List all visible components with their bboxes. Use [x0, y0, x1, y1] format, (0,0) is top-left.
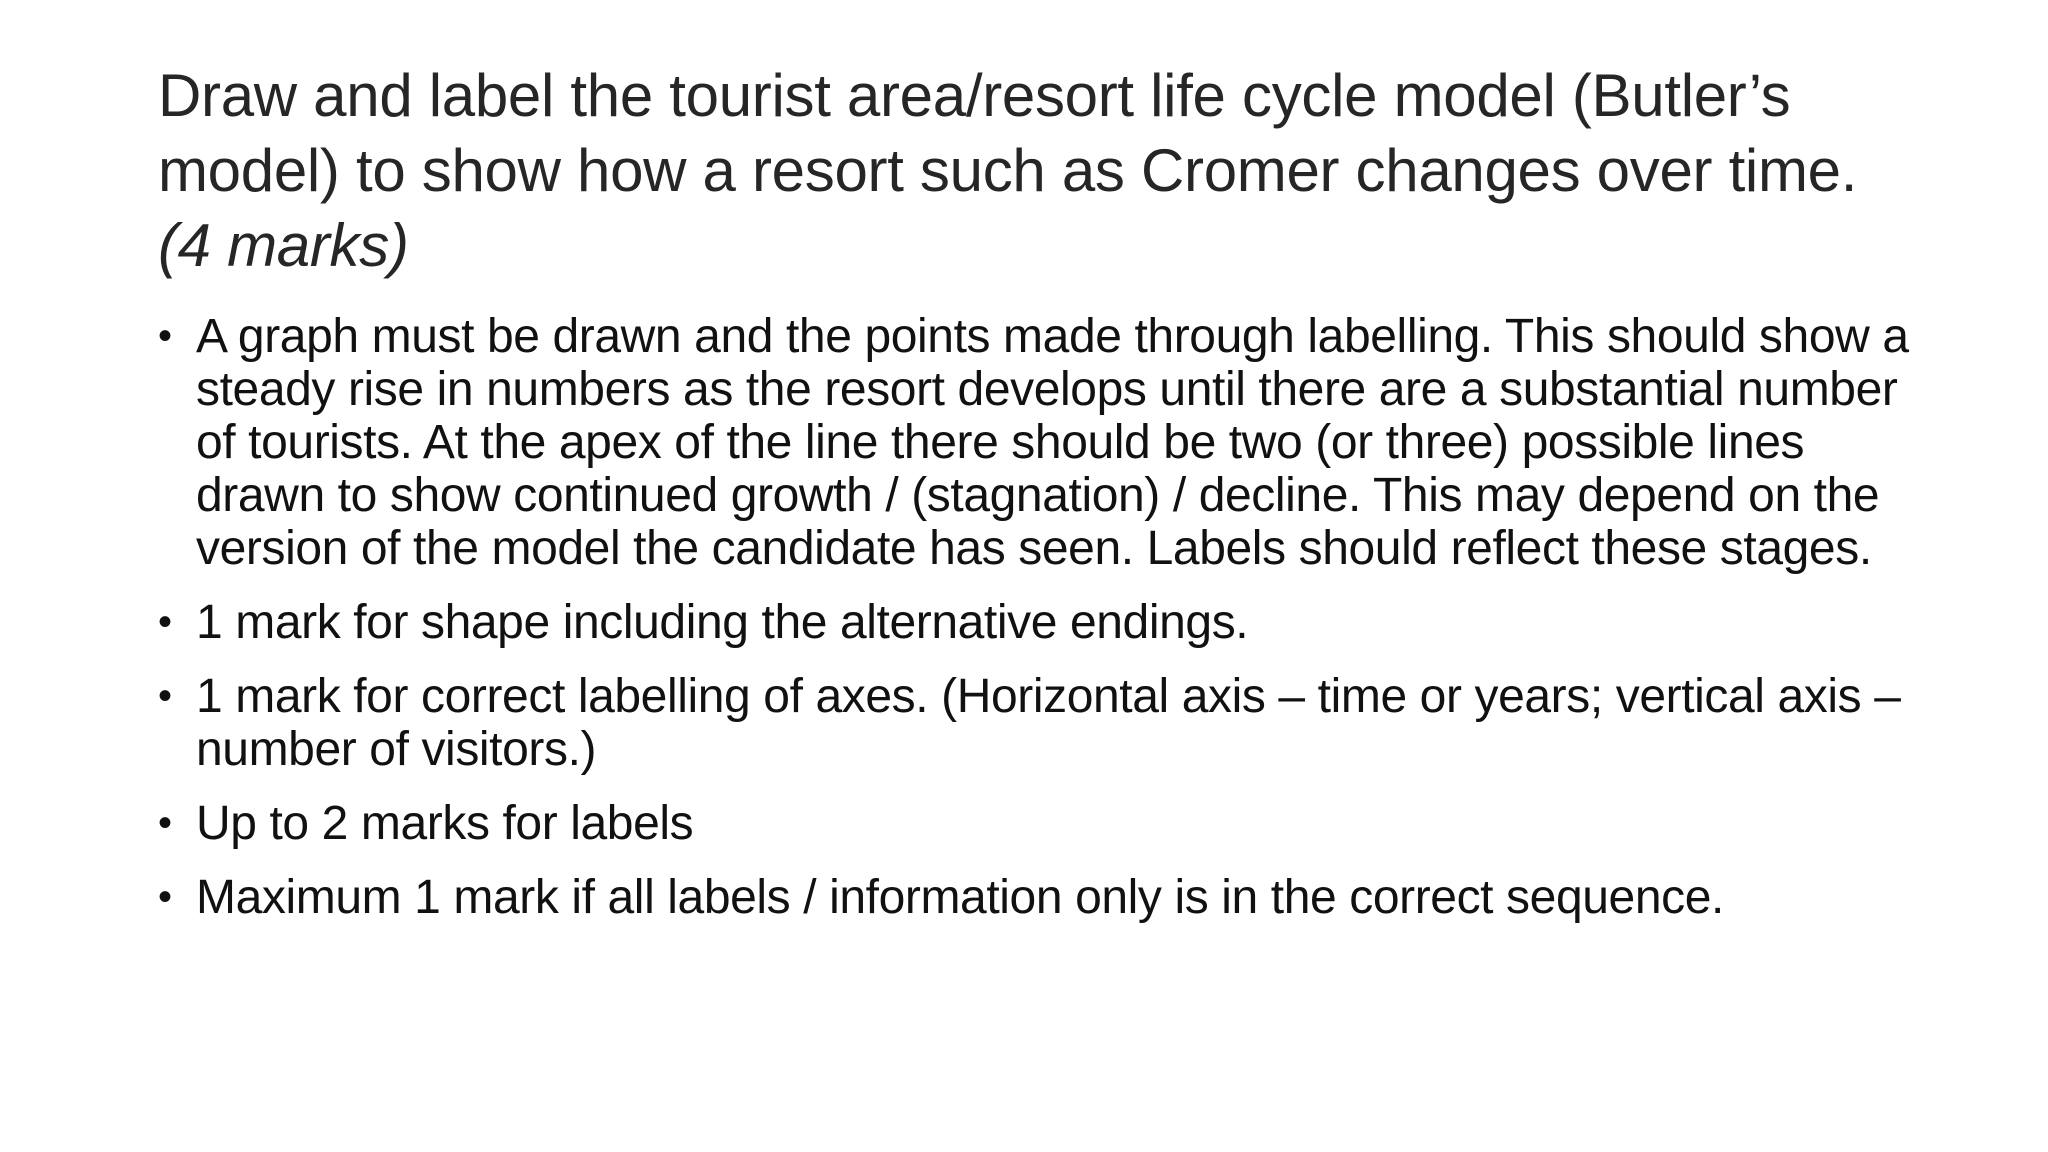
bullet-item — [158, 310, 1918, 575]
bullet-dot-icon: • — [158, 600, 172, 644]
bullet-item — [158, 797, 1918, 850]
bullet-item — [158, 871, 1918, 924]
bullet-text: Up to 2 marks for labels — [196, 797, 694, 850]
title-text: Draw and label the tourist area/resort life cycle model (Butler’s model) to show how a resort such as Cromer changes over time. — [158, 62, 1858, 204]
bullet-dot-icon: • — [158, 801, 172, 845]
bullet-item — [158, 670, 1918, 776]
slide-title — [158, 58, 1918, 283]
title-marks: (4 marks) — [158, 212, 409, 279]
bullet-dot-icon: • — [158, 875, 172, 919]
bullet-dot-icon: • — [158, 314, 172, 358]
bullet-text: 1 mark for correct labelling of axes. (Horizontal axis – time or years; vertical axis – number of visitors.) — [196, 670, 1901, 776]
bullet-text: 1 mark for shape including the alternative endings. — [196, 596, 1249, 649]
bullet-text: A graph must be drawn and the points made through labelling. This should show a steady rise in numbers as the resort develops until there are a substantial number of tourists. At the apex of the line there should be two (or three) possible lines drawn to show continued growth / (stagnation) / decline. This may depend on the version of the model the candidate has seen. Labels should reflect these stages. — [196, 310, 1909, 575]
bullet-text: Maximum 1 mark if all labels / information only is in the correct sequence. — [196, 871, 1724, 924]
bullet-dot-icon: • — [158, 674, 172, 718]
bullet-list — [158, 310, 1918, 945]
bullet-item — [158, 596, 1918, 649]
